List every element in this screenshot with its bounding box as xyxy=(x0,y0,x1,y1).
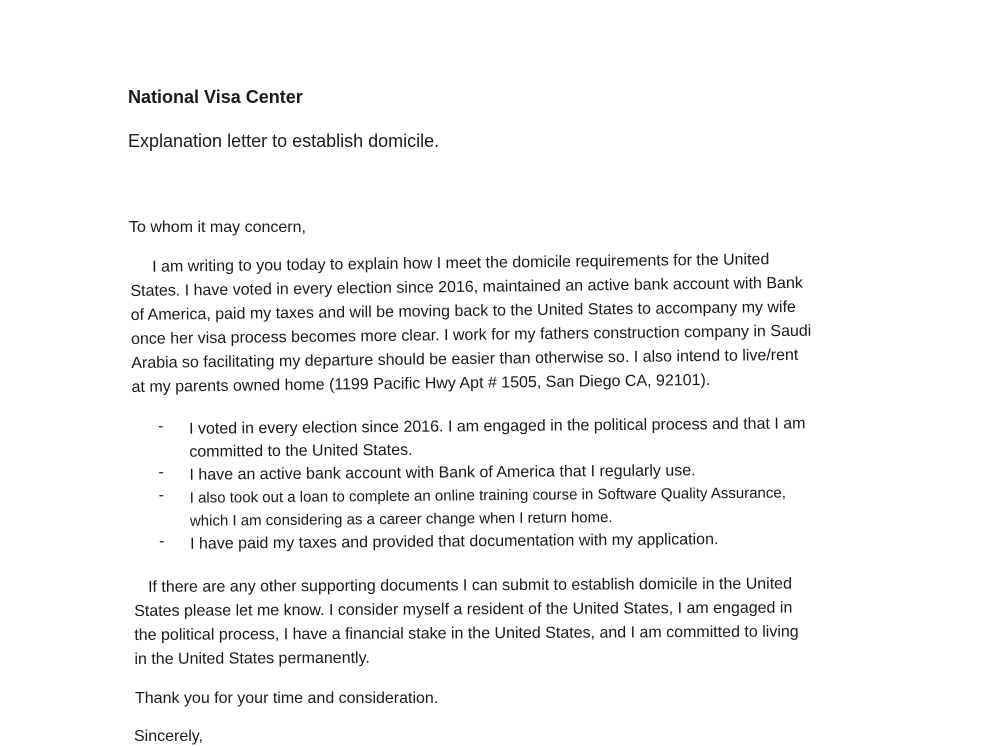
paragraph-line: of America, paid my taxes and will be moving back to the United States to accompany my wife xyxy=(130,298,796,324)
list-item xyxy=(158,412,806,464)
dash-marker: - xyxy=(158,417,164,435)
dash-marker: - xyxy=(159,532,165,550)
list-item-line: I have an active bank account with Bank of America that I regularly use. xyxy=(189,462,696,484)
closing-paragraph xyxy=(134,572,894,672)
list-item xyxy=(159,481,807,533)
paragraph-line: the political process, I have a financial stake in the United States, and I am committed to living xyxy=(134,623,799,644)
supporting-points-list xyxy=(158,412,807,556)
list-item xyxy=(159,527,807,556)
dash-marker: - xyxy=(158,486,165,504)
paragraph-line: States please let me know. I consider myself a resident of the United States, I am engaged in xyxy=(134,599,793,620)
paragraph-line: States. I have voted in every election since 2016, maintained an active bank account with Bank xyxy=(130,274,803,300)
paragraph-line: once her visa process becomes more clear. I work for my fathers construction company in Saudi xyxy=(130,322,812,348)
paragraph-line: I am writing to you today to explain how I meet the domicile requirements for the United xyxy=(152,251,770,276)
intro-paragraph xyxy=(130,247,892,400)
paragraph-line: Arabia so facilitating my departure should be easier than otherwise so. I also intend to live/rent xyxy=(131,346,799,372)
list-item-line: which I am considering as a career change when I return home. xyxy=(189,509,613,530)
thanks-line: Thank you for your time and consideration. xyxy=(135,690,439,707)
list-item-line: I have paid my taxes and provided that documentation with my application. xyxy=(190,531,719,553)
paragraph-line: at my parents owned home (1199 Pacific Hwy Apt # 1505, San Diego CA, 92101). xyxy=(131,371,711,396)
letter-subject: Explanation letter to establish domicile. xyxy=(128,131,440,151)
list-item-line: I voted in every election since 2016. I am engaged in the political process and that I am xyxy=(189,415,806,438)
closing-salutation: Sincerely, xyxy=(134,728,204,745)
letter-heading: National Visa Center xyxy=(128,87,303,107)
letter-salutation: To whom it may concern, xyxy=(129,219,306,236)
list-item-line: committed to the United States. xyxy=(189,441,413,461)
dash-marker: - xyxy=(158,463,164,481)
paragraph-line: If there are any other supporting documents I can submit to establish domicile in the United xyxy=(148,575,793,596)
list-item-line: I also took out a loan to complete an online training course in Software Quality Assurance, xyxy=(189,484,786,507)
paragraph-line: in the United States permanently. xyxy=(134,649,370,668)
